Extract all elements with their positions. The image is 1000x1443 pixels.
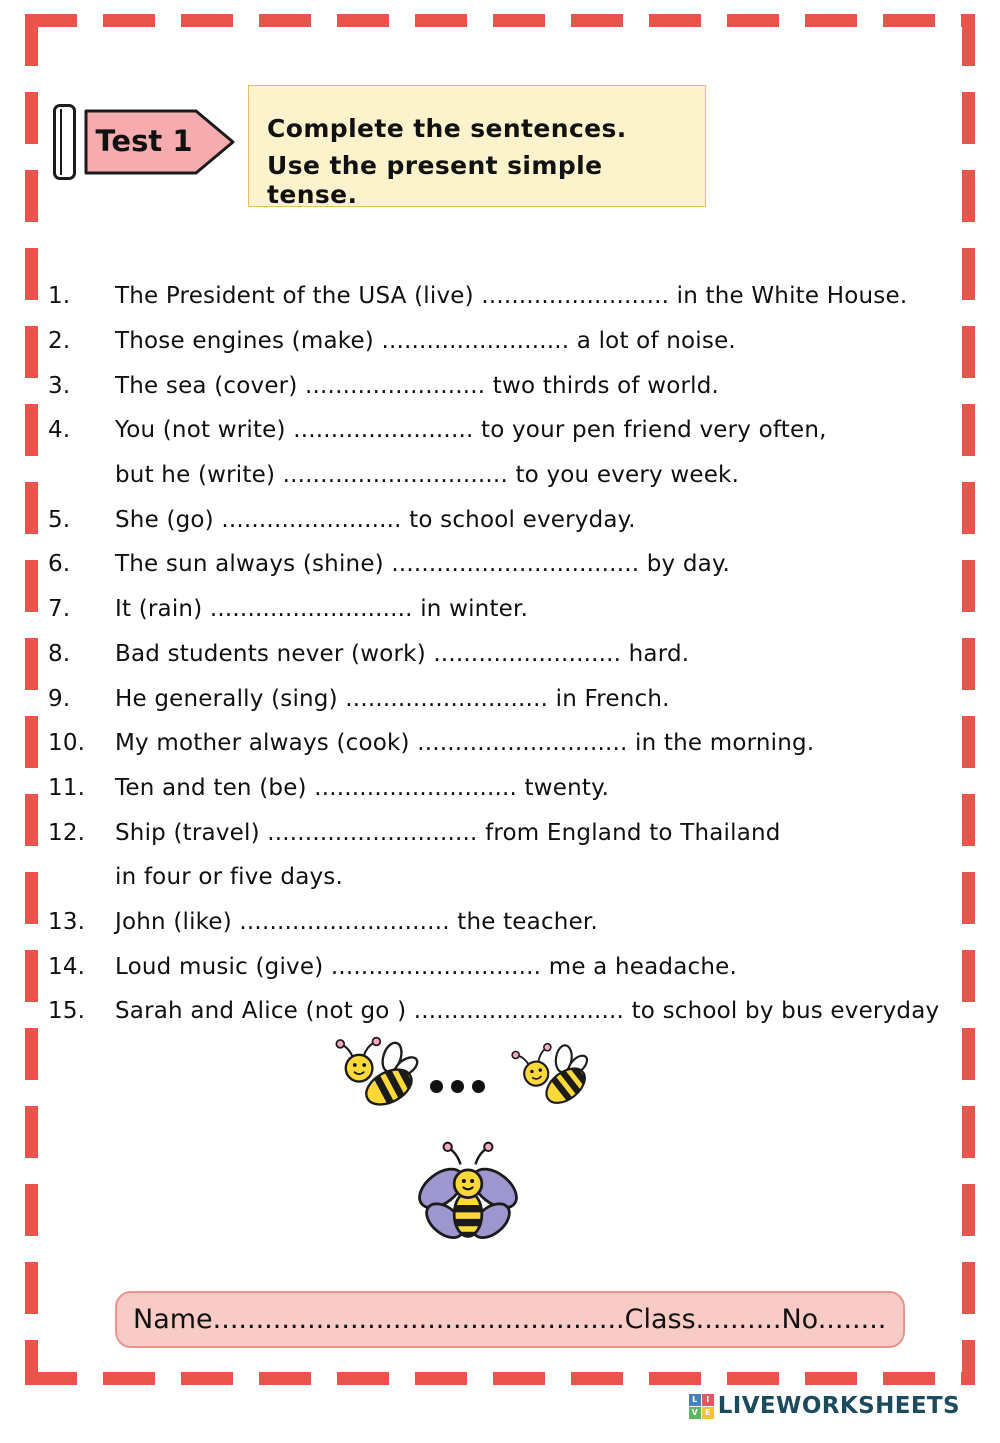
sentence-text: The sun always (shine) ................................. by day. [115,551,730,578]
sentence-number: 9. [48,685,71,712]
brand-name: LIVEWORKSHEETS [717,1393,960,1419]
sentence-row-1 [48,274,960,319]
bee-icon [498,1031,603,1130]
sentence-number: 11. [48,774,86,801]
sentence-row-15 [48,989,960,1034]
sentence-number: 3. [48,372,71,399]
bee-icon [323,1032,425,1124]
sentence-row-14 [48,944,960,989]
sentence-text: The sea (cover) ........................ two thirds of world. [115,372,720,399]
sentence-row-4 [48,408,960,453]
sentence-text: John (like) ............................ the teacher. [115,908,598,935]
dashed-border-top [25,14,975,27]
sentence-row-7 [48,587,960,632]
sentence-number: 4. [48,417,71,444]
sentence-row-3 [48,363,960,408]
sentence-number: 5. [48,506,71,533]
instruction-line-2: Use the present simple tense. [267,151,603,209]
sentence-number: 8. [48,640,71,667]
liveworksheets-logo [689,1393,960,1419]
sentence-list [48,274,960,1034]
dashed-border-right [962,14,975,1385]
sentence-text: Bad students never (work) ......................... hard. [115,640,690,667]
instruction-line-1: Complete the sentences. [267,113,627,143]
sentence-text: Ship (travel) ............................ from England to Thailand [115,819,781,846]
sentence-text: You (not write) ........................ to your pen friend very often, [115,417,827,444]
sentence-row-2 [48,319,960,364]
name-class-field[interactable] [115,1291,905,1348]
sentence-number: 14. [48,953,86,980]
sentence-row-11 [48,766,960,811]
sentence-text: Loud music (give) ............................ me a headache. [115,953,737,980]
logo-square-e: E [702,1407,714,1419]
test-badge-label: Test 1 [95,124,193,158]
sentence-text: She (go) ........................ to school everyday. [115,506,636,533]
sentence-number: 1. [48,283,71,310]
liveworksheets-grid-icon [689,1394,714,1419]
logo-square-l: L [689,1394,701,1406]
sentence-row-6 [48,542,960,587]
pencil-icon [53,104,76,180]
sentence-text: Those engines (make) ......................... a lot of noise. [115,328,736,355]
sentence-row-13 [48,900,960,945]
dashed-border-bottom [25,1372,975,1385]
instruction-box [248,85,706,207]
sentence-text: He generally (sing) ........................... in French. [115,685,670,712]
sentence-text: but he (write) .............................. to you every week. [115,462,740,489]
sentence-text: My mother always (cook) ............................ in the morning. [115,730,815,757]
logo-square-i: I [702,1394,714,1406]
sentence-row-10 [48,721,960,766]
sentence-number: 7. [48,596,71,623]
sentence-text: It (rain) ........................... in winter. [115,596,529,623]
sentence-row-12-cont [48,855,960,900]
sentence-number: 10. [48,730,86,757]
sentence-number: 12. [48,819,86,846]
sentence-text: in four or five days. [115,864,343,891]
dots-decoration [430,1080,485,1093]
sentence-row-4-cont [48,453,960,498]
butterfly-bee-icon [408,1133,528,1253]
sentence-number: 15. [48,998,86,1025]
sentence-row-9 [48,676,960,721]
sentence-row-8 [48,632,960,677]
sentence-number: 6. [48,551,71,578]
sentence-text: The President of the USA (live) ......................... in the White House. [115,283,908,310]
sentence-row-12 [48,810,960,855]
sentence-text: Sarah and Alice (not go ) ............................ to school by bus everyday [115,998,940,1025]
sentence-text: Ten and ten (be) ........................... twenty. [115,774,610,801]
name-class-text: Name................................................Class..........No........ [133,1304,887,1335]
logo-square-v: V [689,1407,701,1419]
sentence-number: 13. [48,908,86,935]
sentence-row-5 [48,497,960,542]
sentence-number: 2. [48,328,71,355]
dashed-border-left [25,14,38,1385]
